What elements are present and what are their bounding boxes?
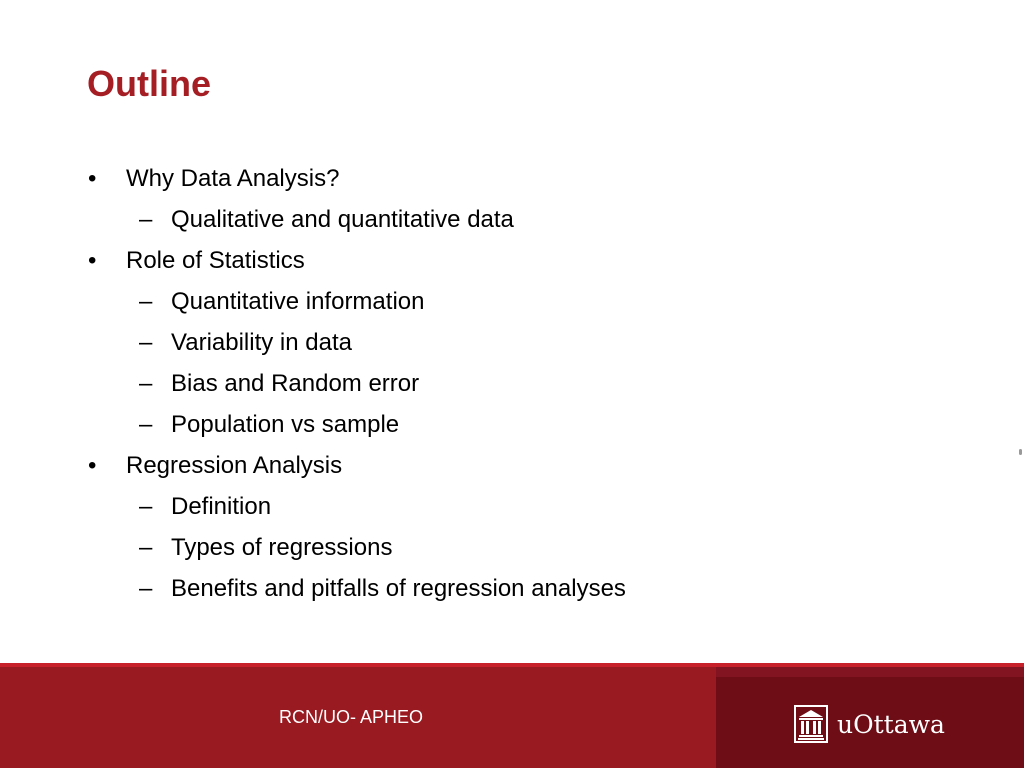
list-item-text: Regression Analysis <box>126 452 343 479</box>
footer-bar <box>0 667 1024 768</box>
list-item <box>87 322 947 363</box>
list-item-text: Bias and Random error <box>171 370 420 397</box>
list-item-text: Benefits and pitfalls of regression analyses <box>171 575 626 602</box>
list-item <box>87 404 947 445</box>
list-item <box>87 240 947 281</box>
dash-marker: – <box>139 411 153 438</box>
edge-artifact <box>1019 449 1022 455</box>
footer-logo-panel <box>716 667 1024 768</box>
footer-logo-band <box>716 667 1024 677</box>
footer-text: RCN/UO- APHEO <box>279 707 424 727</box>
list-item <box>87 281 947 322</box>
list-item-text: Population vs sample <box>171 411 400 438</box>
list-item <box>87 527 947 568</box>
outline-list <box>87 158 947 609</box>
slide-title: Outline <box>87 63 211 104</box>
uottawa-logo <box>794 704 945 744</box>
dash-marker: – <box>139 329 153 356</box>
dash-marker: – <box>139 206 153 233</box>
list-item-text: Role of Statistics <box>126 247 305 274</box>
list-item-text: Types of regressions <box>171 534 393 561</box>
list-item-text: Quantitative information <box>171 288 425 315</box>
logo-text: uOttawa <box>837 709 945 739</box>
university-building-icon <box>794 705 828 743</box>
dash-marker: – <box>139 493 153 520</box>
list-item <box>87 568 947 609</box>
list-item-text: Qualitative and quantitative data <box>171 206 514 233</box>
bullet-marker: • <box>88 165 97 192</box>
list-item-text: Why Data Analysis? <box>126 165 340 192</box>
dash-marker: – <box>139 575 153 602</box>
dash-marker: – <box>139 288 153 315</box>
list-item <box>87 363 947 404</box>
dash-marker: – <box>139 370 153 397</box>
list-item <box>87 158 947 199</box>
list-item-text: Variability in data <box>171 329 352 356</box>
list-item <box>87 199 947 240</box>
list-item-text: Definition <box>171 493 272 520</box>
dash-marker: – <box>139 534 153 561</box>
list-item <box>87 486 947 527</box>
bullet-marker: • <box>88 452 97 479</box>
bullet-marker: • <box>88 247 97 274</box>
list-item <box>87 445 947 486</box>
